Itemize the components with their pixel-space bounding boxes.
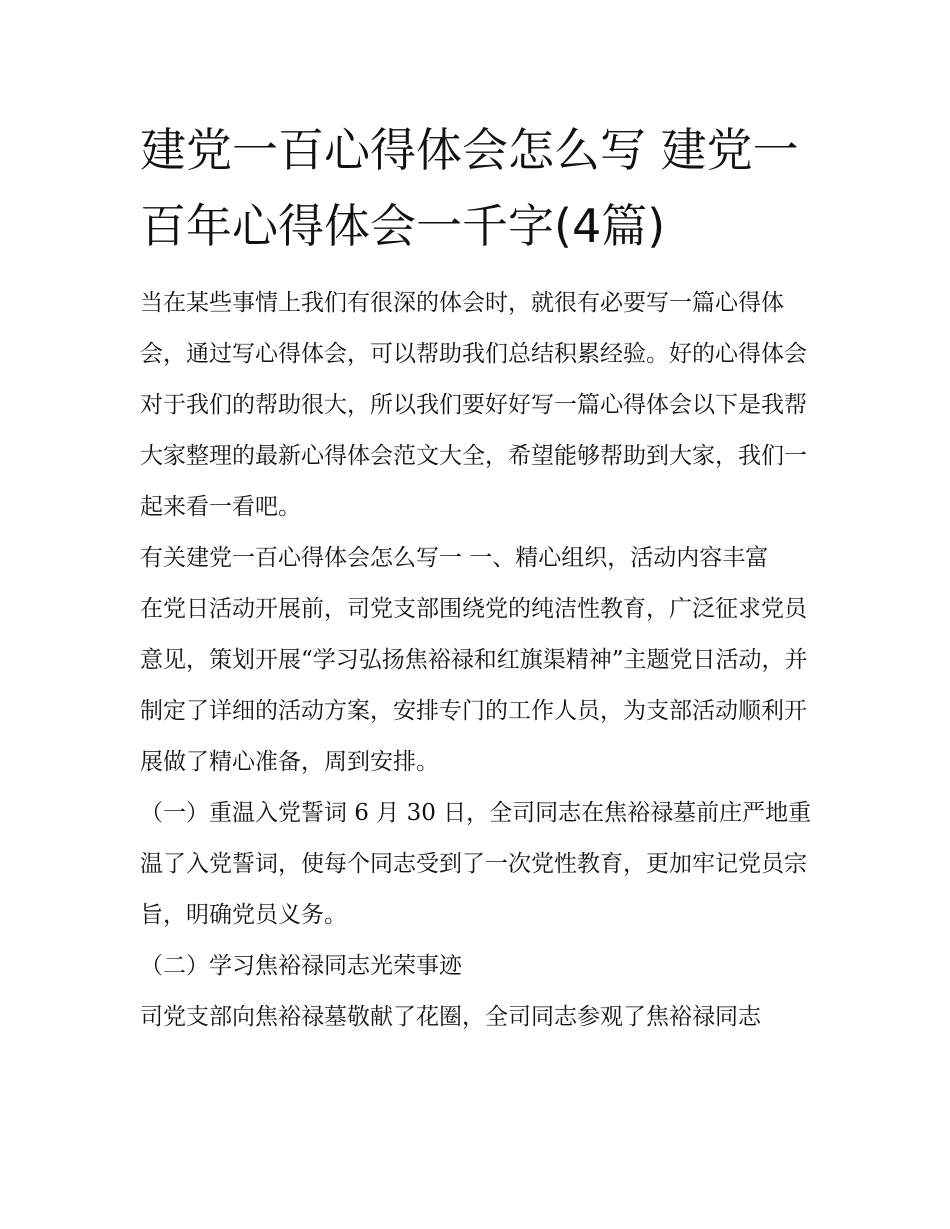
paragraph-study-heading: （二）学习焦裕禄同志光荣事迹 xyxy=(140,953,462,979)
paragraph-intro: 当在某些事情上我们有很深的体会时，就很有必要写一篇心得体会，通过写心得体会，可以帮助我们总结积累经验。好的心得体会对于我们的帮助很大，所以我们要好好写一篇心得体会以下是我帮大家整理的最新心得体会范文大全，希望能够帮助到大家，我们一起来看一看吧。 xyxy=(140,290,807,520)
paragraph-wreath: 司党支部向焦裕禄墓敬献了花圈，全司同志参观了焦裕禄同志 xyxy=(140,1004,761,1030)
paragraph-section-heading: 有关建党一百心得体会怎么写一 一、精心组织，活动内容丰富 xyxy=(140,545,769,571)
paragraph-activity-prep: 在党日活动开展前，司党支部围绕党的纯洁性教育，广泛征求党员意见，策划开展“学习弘扬焦裕禄和红旗渠精神”主题党日活动，并制定了详细的活动方案，安排专门的工作人员，为支部活动顺利开展做了精心准备，周到安排。 xyxy=(140,596,808,775)
paragraph-oath: （一）重温入党誓词 6 月 30 日，全司同志在焦裕禄墓前庄严地重温了入党誓词，使每个同志受到了一次党性教育，更加牢记党员宗旨，明确党员义务。 xyxy=(140,800,812,928)
document-body xyxy=(140,278,812,1043)
document-page xyxy=(140,112,812,1043)
document-title: 建党一百心得体会怎么写 建党一百年心得体会一千字(4篇) xyxy=(140,123,799,253)
